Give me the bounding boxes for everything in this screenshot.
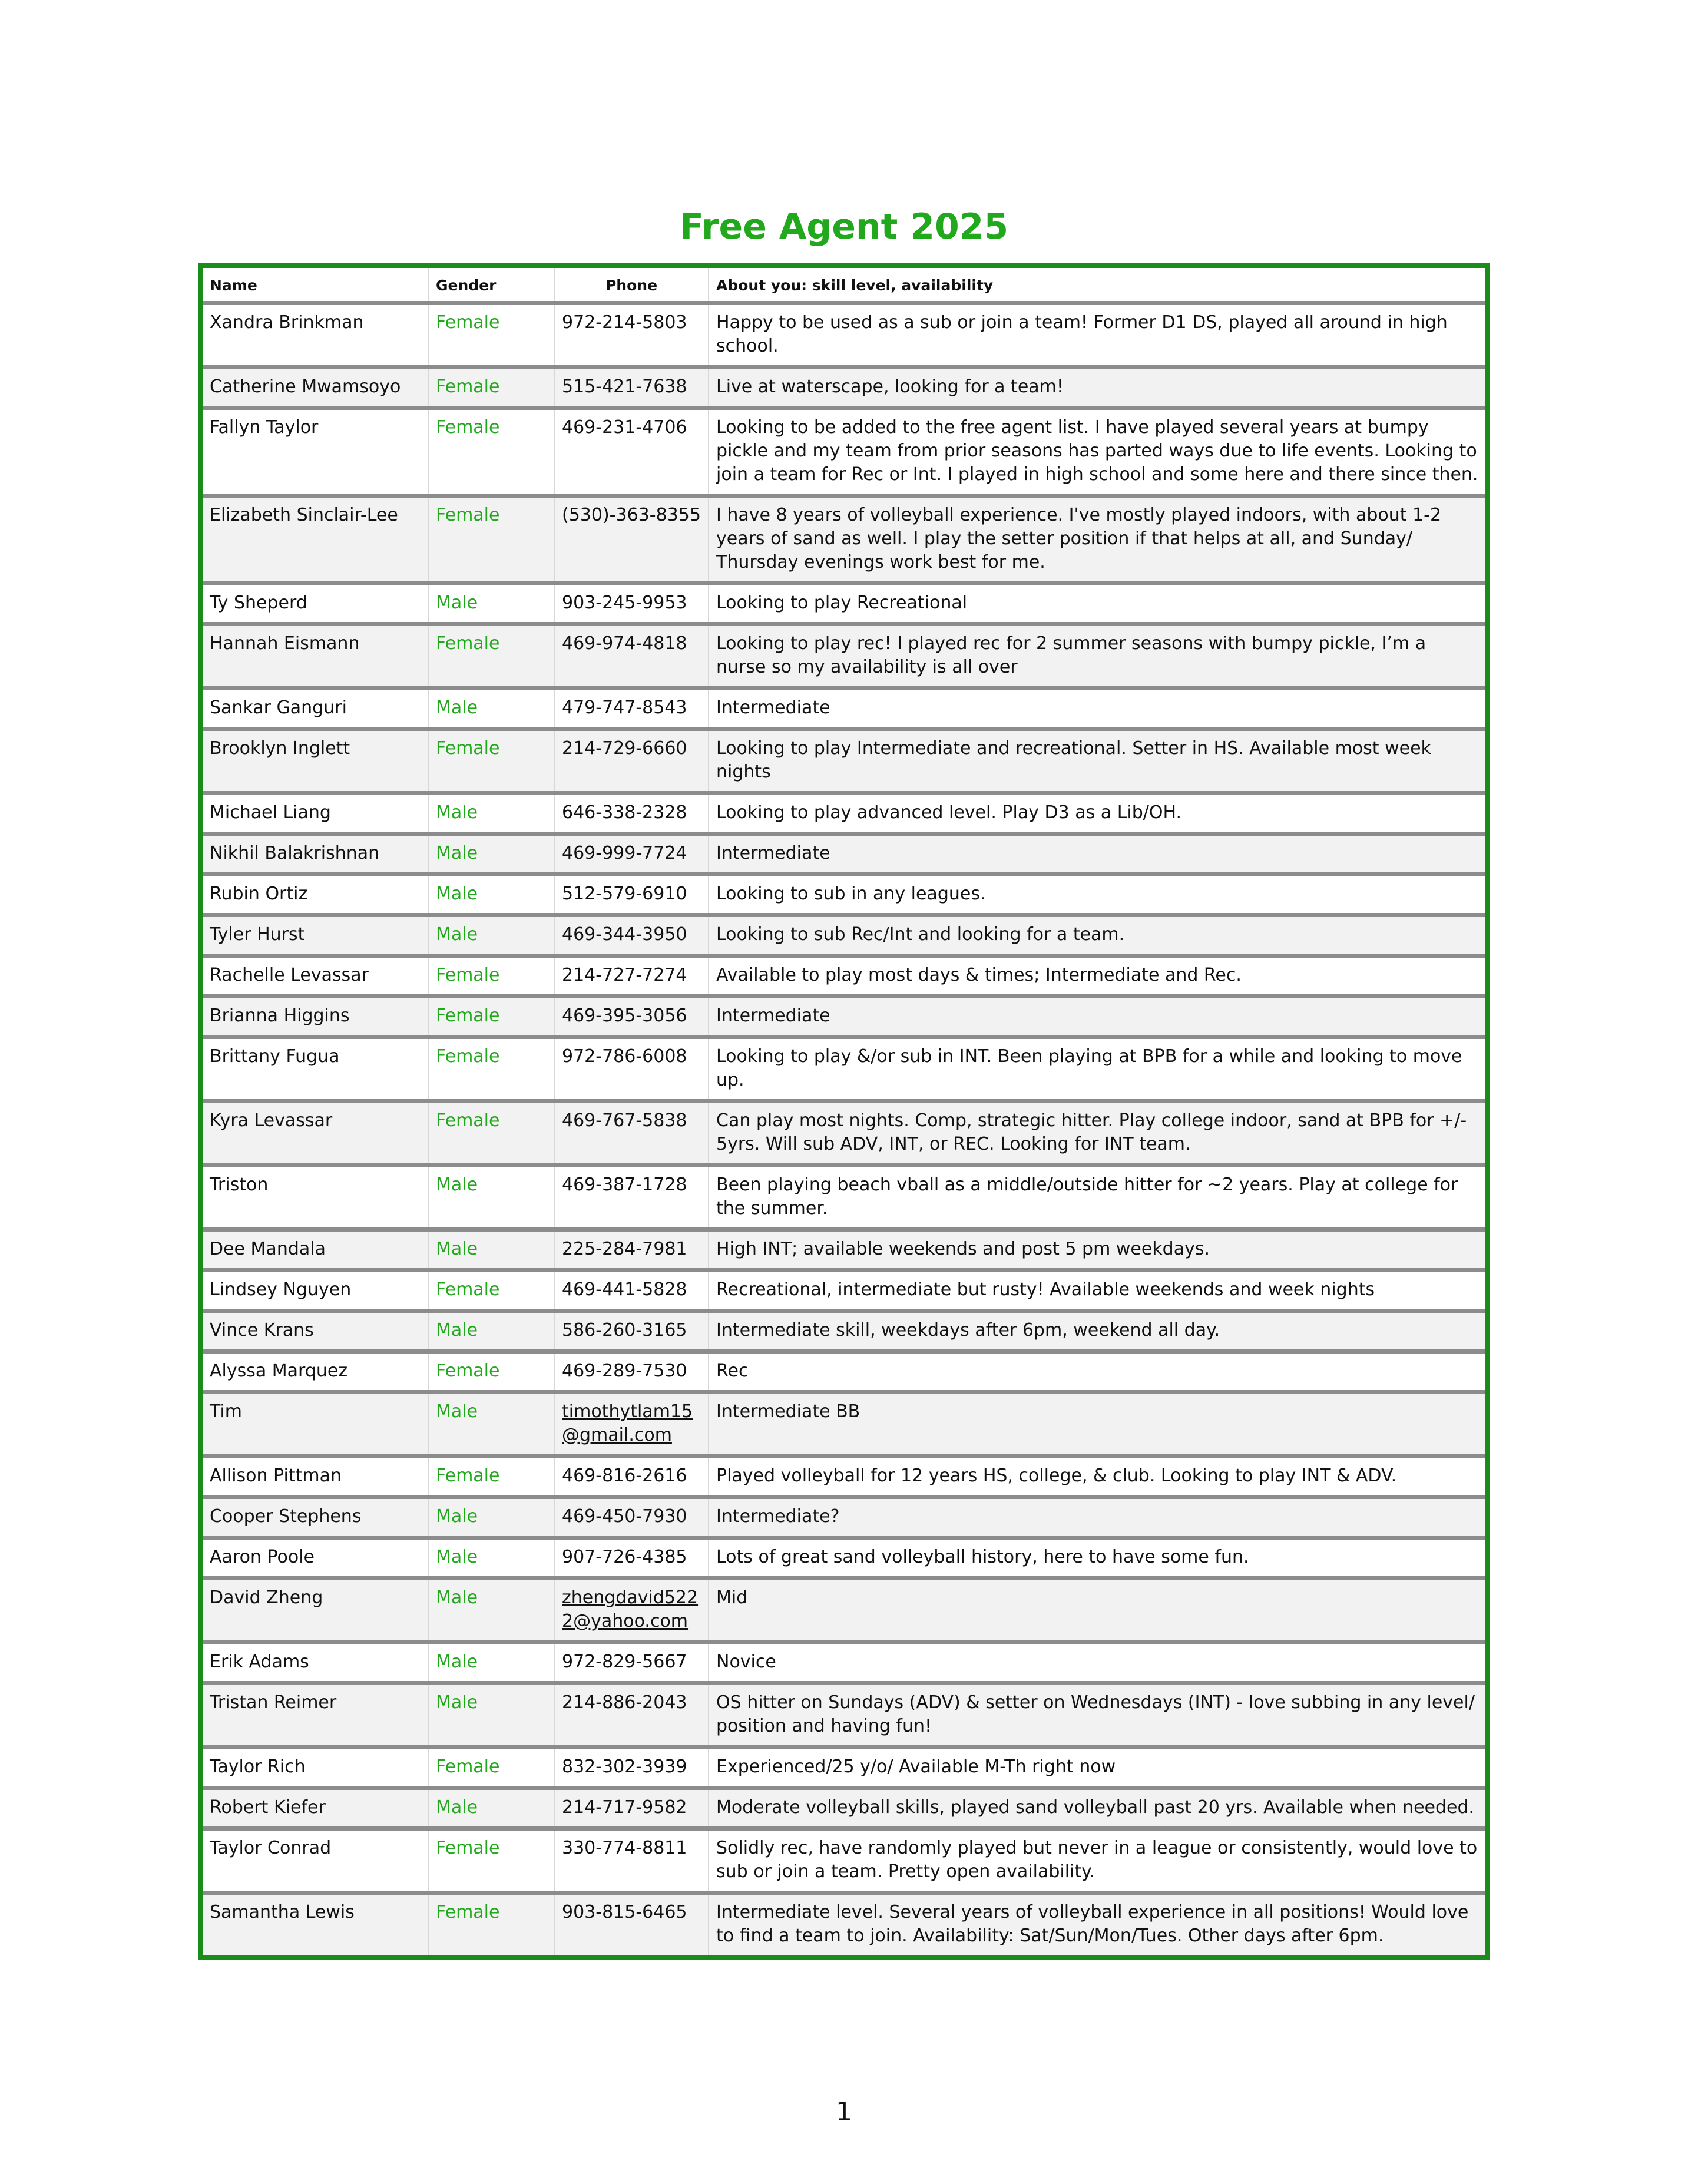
table-row bbox=[203, 917, 1485, 958]
cell-name bbox=[203, 1644, 429, 1681]
cell-name bbox=[203, 1232, 429, 1268]
cell-name-text: Dee Mandala bbox=[210, 1239, 326, 1259]
cell-about bbox=[709, 498, 1485, 581]
cell-gender-text: Male bbox=[436, 1797, 478, 1818]
table-row bbox=[203, 1394, 1485, 1458]
cell-about bbox=[709, 1749, 1485, 1786]
cell-about-text: Intermediate BB bbox=[716, 1401, 860, 1422]
cell-phone bbox=[555, 1831, 709, 1891]
cell-name-text: Brooklyn Inglett bbox=[210, 738, 350, 759]
cell-phone-text: 469-231-4706 bbox=[562, 417, 687, 438]
table-row bbox=[203, 585, 1485, 626]
cell-gender bbox=[429, 731, 555, 791]
cell-name-text: Fallyn Taylor bbox=[210, 417, 319, 438]
cell-about bbox=[709, 1313, 1485, 1349]
cell-about-text: Intermediate level. Several years of volleyball experience in all positions! Would love to find a team to join. Availability: Sat/Sun/Mon/Tues. Other days after 6pm. bbox=[716, 1902, 1469, 1946]
cell-name-text: Kyra Levassar bbox=[210, 1110, 333, 1131]
cell-gender-text: Female bbox=[436, 1279, 500, 1300]
cell-gender bbox=[429, 1895, 555, 1955]
cell-name-text: Vince Krans bbox=[210, 1320, 314, 1341]
cell-about-text: Intermediate bbox=[716, 1005, 830, 1026]
cell-name bbox=[203, 958, 429, 994]
cell-phone-text: 972-214-5803 bbox=[562, 312, 687, 333]
cell-email-link-text[interactable]: zhengdavid522 2@yahoo.com bbox=[562, 1587, 699, 1632]
cell-phone-text: 469-450-7930 bbox=[562, 1506, 687, 1527]
cell-phone bbox=[555, 1354, 709, 1390]
cell-phone-text: 469-974-4818 bbox=[562, 633, 687, 654]
table-row bbox=[203, 795, 1485, 836]
cell-about-text: Intermediate skill, weekdays after 6pm, weekend all day. bbox=[716, 1320, 1220, 1341]
cell-name-text: Tim bbox=[210, 1401, 242, 1422]
cell-about-text: Live at waterscape, looking for a team! bbox=[716, 376, 1064, 397]
cell-name bbox=[203, 626, 429, 686]
cell-phone-text: 469-767-5838 bbox=[562, 1110, 687, 1131]
cell-about bbox=[709, 585, 1485, 622]
cell-about-text: Looking to play Recreational bbox=[716, 593, 968, 613]
table-row bbox=[203, 1039, 1485, 1103]
cell-gender bbox=[429, 1644, 555, 1681]
table-row bbox=[203, 1313, 1485, 1354]
cell-gender bbox=[429, 690, 555, 727]
cell-gender-text: Female bbox=[436, 633, 500, 654]
cell-name bbox=[203, 1540, 429, 1576]
cell-about bbox=[709, 1644, 1485, 1681]
cell-gender bbox=[429, 1790, 555, 1826]
table-header-row bbox=[203, 268, 1485, 305]
cell-phone bbox=[555, 1458, 709, 1495]
table-row bbox=[203, 410, 1485, 498]
cell-about bbox=[709, 1831, 1485, 1891]
header-name: Name bbox=[203, 268, 429, 301]
cell-phone bbox=[555, 1039, 709, 1099]
cell-gender bbox=[429, 1499, 555, 1536]
cell-gender bbox=[429, 305, 555, 365]
cell-about-text: Happy to be used as a sub or join a team! Former D1 DS, played all around in high school. bbox=[716, 312, 1448, 356]
cell-about-text: Experienced/25 y/o/ Available M-Th right now bbox=[716, 1756, 1116, 1777]
cell-name-text: Robert Kiefer bbox=[210, 1797, 326, 1818]
cell-name-text: Samantha Lewis bbox=[210, 1902, 355, 1922]
cell-gender-text: Female bbox=[436, 417, 500, 438]
table-row bbox=[203, 998, 1485, 1039]
cell-gender bbox=[429, 998, 555, 1035]
cell-about bbox=[709, 1540, 1485, 1576]
cell-phone bbox=[555, 1685, 709, 1745]
table-row bbox=[203, 1103, 1485, 1167]
cell-name bbox=[203, 1039, 429, 1099]
cell-about bbox=[709, 836, 1485, 872]
cell-name bbox=[203, 1499, 429, 1536]
cell-phone-text: 469-387-1728 bbox=[562, 1174, 687, 1195]
table-row bbox=[203, 498, 1485, 585]
cell-name bbox=[203, 1790, 429, 1826]
free-agent-table bbox=[198, 263, 1490, 1960]
cell-about bbox=[709, 1685, 1485, 1745]
cell-about bbox=[709, 1167, 1485, 1227]
cell-gender-text: Male bbox=[436, 1547, 478, 1567]
cell-about-text: Solidly rec, have randomly played but never in a league or consistently, would love to sub or join a team. Pretty open availability. bbox=[716, 1838, 1478, 1882]
cell-name-text: Nikhil Balakrishnan bbox=[210, 843, 380, 863]
cell-name bbox=[203, 1313, 429, 1349]
page-number: 1 bbox=[836, 2097, 852, 2127]
cell-name bbox=[203, 1685, 429, 1745]
cell-gender-text: Male bbox=[436, 1239, 478, 1259]
cell-gender-text: Female bbox=[436, 312, 500, 333]
cell-gender bbox=[429, 876, 555, 913]
cell-gender-text: Male bbox=[436, 924, 478, 945]
cell-phone-text: 469-999-7724 bbox=[562, 843, 687, 863]
cell-about-text: High INT; available weekends and post 5 pm weekdays. bbox=[716, 1239, 1210, 1259]
cell-phone bbox=[555, 498, 709, 581]
cell-phone-text: 469-289-7530 bbox=[562, 1361, 687, 1381]
cell-name-text: Triston bbox=[210, 1174, 269, 1195]
cell-phone-text: 646-338-2328 bbox=[562, 802, 687, 823]
cell-name bbox=[203, 1354, 429, 1390]
cell-phone bbox=[555, 1895, 709, 1955]
cell-name-text: Rubin Ortiz bbox=[210, 883, 308, 904]
cell-gender bbox=[429, 1580, 555, 1640]
cell-phone bbox=[555, 585, 709, 622]
cell-about bbox=[709, 410, 1485, 494]
table-row bbox=[203, 1499, 1485, 1540]
cell-name bbox=[203, 1394, 429, 1454]
cell-phone-text: 972-829-5667 bbox=[562, 1652, 687, 1672]
cell-name bbox=[203, 1831, 429, 1891]
cell-phone bbox=[555, 917, 709, 954]
cell-name bbox=[203, 1167, 429, 1227]
cell-name-text: Brittany Fugua bbox=[210, 1046, 340, 1067]
cell-phone bbox=[555, 731, 709, 791]
cell-name-text: Lindsey Nguyen bbox=[210, 1279, 352, 1300]
cell-gender bbox=[429, 917, 555, 954]
cell-about-text: Moderate volleyball skills, played sand volleyball past 20 yrs. Available when needed. bbox=[716, 1797, 1475, 1818]
cell-name bbox=[203, 1272, 429, 1309]
cell-phone bbox=[555, 1232, 709, 1268]
cell-about-text: Intermediate bbox=[716, 843, 830, 863]
cell-about bbox=[709, 1394, 1485, 1454]
cell-phone bbox=[555, 998, 709, 1035]
cell-gender-text: Male bbox=[436, 1401, 478, 1422]
cell-phone bbox=[555, 1313, 709, 1349]
cell-about-text: Looking to be added to the free agent list. I have played several years at bumpy pickle and my team from prior seasons has parted ways due to life events. Looking to join a team for Rec or Int. I played in high school and some here and there since then. bbox=[716, 417, 1478, 485]
cell-gender bbox=[429, 1167, 555, 1227]
cell-gender-text: Female bbox=[436, 376, 500, 397]
cell-email-link[interactable] bbox=[555, 1580, 709, 1640]
cell-gender-text: Female bbox=[436, 1465, 500, 1486]
cell-name-text: Erik Adams bbox=[210, 1652, 309, 1672]
cell-about-text: Looking to sub Rec/Int and looking for a team. bbox=[716, 924, 1125, 945]
cell-email-link[interactable] bbox=[555, 1394, 709, 1454]
cell-phone-text: 907-726-4385 bbox=[562, 1547, 687, 1567]
cell-about-text: Played volleyball for 12 years HS, college, & club. Looking to play INT & ADV. bbox=[716, 1465, 1397, 1486]
cell-name bbox=[203, 795, 429, 832]
table-row bbox=[203, 876, 1485, 917]
cell-name bbox=[203, 498, 429, 581]
table-row bbox=[203, 1895, 1485, 1955]
cell-name bbox=[203, 1103, 429, 1163]
cell-gender bbox=[429, 1749, 555, 1786]
cell-name bbox=[203, 836, 429, 872]
cell-name-text: David Zheng bbox=[210, 1587, 323, 1608]
cell-about bbox=[709, 1790, 1485, 1826]
cell-phone-text: 225-284-7981 bbox=[562, 1239, 687, 1259]
cell-about-text: Looking to play &/or sub in INT. Been playing at BPB for a while and looking to move up. bbox=[716, 1046, 1462, 1090]
cell-gender bbox=[429, 836, 555, 872]
cell-about bbox=[709, 1458, 1485, 1495]
cell-phone bbox=[555, 958, 709, 994]
cell-name-text: Catherine Mwamsoyo bbox=[210, 376, 401, 397]
cell-phone-text: 330-774-8811 bbox=[562, 1838, 687, 1858]
cell-gender-text: Female bbox=[436, 1005, 500, 1026]
cell-phone bbox=[555, 1272, 709, 1309]
cell-phone-text: 469-344-3950 bbox=[562, 924, 687, 945]
cell-phone-text: 903-245-9953 bbox=[562, 593, 687, 613]
cell-about-text: Recreational, intermediate but rusty! Available weekends and week nights bbox=[716, 1279, 1375, 1300]
cell-gender-text: Female bbox=[436, 1838, 500, 1858]
table-row bbox=[203, 1790, 1485, 1831]
table-row bbox=[203, 1831, 1485, 1895]
cell-phone bbox=[555, 1790, 709, 1826]
cell-phone-text: 903-815-6465 bbox=[562, 1902, 687, 1922]
page-title: Free Agent 2025 bbox=[679, 206, 1009, 247]
cell-name bbox=[203, 585, 429, 622]
cell-name bbox=[203, 690, 429, 727]
cell-phone-text: 515-421-7638 bbox=[562, 376, 687, 397]
cell-name bbox=[203, 917, 429, 954]
cell-phone bbox=[555, 369, 709, 406]
header-gender: Gender bbox=[429, 268, 555, 301]
cell-name-text: Brianna Higgins bbox=[210, 1005, 350, 1026]
cell-gender bbox=[429, 1540, 555, 1576]
cell-phone bbox=[555, 1644, 709, 1681]
cell-phone-text: 214-886-2043 bbox=[562, 1692, 687, 1713]
cell-gender-text: Female bbox=[436, 1361, 500, 1381]
cell-phone bbox=[555, 1749, 709, 1786]
cell-name bbox=[203, 998, 429, 1035]
cell-name-text: Hannah Eismann bbox=[210, 633, 360, 654]
cell-about bbox=[709, 1039, 1485, 1099]
cell-gender-text: Male bbox=[436, 1692, 478, 1713]
cell-about bbox=[709, 1499, 1485, 1536]
cell-name-text: Taylor Rich bbox=[210, 1756, 306, 1777]
cell-phone-text: 479-747-8543 bbox=[562, 697, 687, 718]
cell-name bbox=[203, 305, 429, 365]
cell-phone bbox=[555, 1167, 709, 1227]
cell-gender bbox=[429, 498, 555, 581]
cell-gender-text: Male bbox=[436, 1320, 478, 1341]
cell-about bbox=[709, 731, 1485, 791]
cell-phone-text: 469-395-3056 bbox=[562, 1005, 687, 1026]
table-row bbox=[203, 1580, 1485, 1644]
cell-phone-text: 586-260-3165 bbox=[562, 1320, 687, 1341]
cell-phone-text: (530)-363-8355 bbox=[562, 505, 701, 525]
cell-gender-text: Male bbox=[436, 697, 478, 718]
cell-phone-text: 972-786-6008 bbox=[562, 1046, 687, 1067]
cell-name bbox=[203, 731, 429, 791]
cell-email-link-text[interactable]: timothytlam15 @gmail.com bbox=[562, 1401, 693, 1445]
cell-gender bbox=[429, 626, 555, 686]
cell-name-text: Alyssa Marquez bbox=[210, 1361, 348, 1381]
table-row bbox=[203, 836, 1485, 876]
table-row bbox=[203, 1749, 1485, 1790]
table-row bbox=[203, 305, 1485, 369]
cell-phone bbox=[555, 1540, 709, 1576]
cell-gender bbox=[429, 1685, 555, 1745]
cell-gender bbox=[429, 1039, 555, 1099]
cell-gender bbox=[429, 1103, 555, 1163]
cell-about bbox=[709, 1895, 1485, 1955]
cell-gender-text: Male bbox=[436, 802, 478, 823]
table-row bbox=[203, 1232, 1485, 1272]
cell-name bbox=[203, 876, 429, 913]
cell-phone bbox=[555, 795, 709, 832]
cell-name bbox=[203, 1458, 429, 1495]
table-row bbox=[203, 1458, 1485, 1499]
cell-gender-text: Female bbox=[436, 1110, 500, 1131]
cell-about bbox=[709, 690, 1485, 727]
cell-gender-text: Male bbox=[436, 843, 478, 863]
cell-name-text: Taylor Conrad bbox=[210, 1838, 332, 1858]
cell-about bbox=[709, 1103, 1485, 1163]
table-row bbox=[203, 1685, 1485, 1749]
table-row bbox=[203, 1540, 1485, 1580]
cell-name bbox=[203, 1749, 429, 1786]
cell-name-text: Rachelle Levassar bbox=[210, 965, 369, 985]
cell-about-text: Intermediate? bbox=[716, 1506, 840, 1527]
cell-name-text: Elizabeth Sinclair-Lee bbox=[210, 505, 398, 525]
cell-about-text: Novice bbox=[716, 1652, 776, 1672]
cell-about-text: Looking to play advanced level. Play D3 as a Lib/OH. bbox=[716, 802, 1182, 823]
cell-name-text: Allison Pittman bbox=[210, 1465, 342, 1486]
cell-about-text: Lots of great sand volleyball history, here to have some fun. bbox=[716, 1547, 1249, 1567]
cell-name bbox=[203, 1580, 429, 1640]
cell-about bbox=[709, 1580, 1485, 1640]
cell-name-text: Michael Liang bbox=[210, 802, 331, 823]
cell-name-text: Ty Sheperd bbox=[210, 593, 307, 613]
cell-gender-text: Female bbox=[436, 1756, 500, 1777]
cell-gender-text: Male bbox=[436, 1587, 478, 1608]
cell-about bbox=[709, 369, 1485, 406]
table-row bbox=[203, 626, 1485, 690]
cell-gender bbox=[429, 1313, 555, 1349]
table-body bbox=[203, 305, 1485, 1955]
cell-gender-text: Male bbox=[436, 1652, 478, 1672]
cell-gender-text: Male bbox=[436, 593, 478, 613]
cell-about-text: I have 8 years of volleyball experience. I've mostly played indoors, with about 1-2 years of sand as well. I play the setter position if that helps at all, and Sunday/ Thursday evenings work best for me. bbox=[716, 505, 1442, 573]
cell-gender bbox=[429, 795, 555, 832]
cell-about-text: Looking to play rec! I played rec for 2 summer seasons with bumpy pickle, I’m a nurse so my availability is all over bbox=[716, 633, 1426, 677]
cell-phone bbox=[555, 1499, 709, 1536]
cell-name-text: Xandra Brinkman bbox=[210, 312, 364, 333]
cell-phone bbox=[555, 836, 709, 872]
cell-about bbox=[709, 876, 1485, 913]
cell-about-text: Looking to sub in any leagues. bbox=[716, 883, 986, 904]
cell-about bbox=[709, 1272, 1485, 1309]
cell-name bbox=[203, 369, 429, 406]
table-row bbox=[203, 1272, 1485, 1313]
cell-phone-text: 214-727-7274 bbox=[562, 965, 687, 985]
cell-about bbox=[709, 958, 1485, 994]
table-row bbox=[203, 1167, 1485, 1232]
cell-gender bbox=[429, 1394, 555, 1454]
cell-name bbox=[203, 410, 429, 494]
cell-gender bbox=[429, 369, 555, 406]
cell-about-text: Available to play most days & times; Intermediate and Rec. bbox=[716, 965, 1242, 985]
cell-about bbox=[709, 305, 1485, 365]
cell-gender bbox=[429, 1458, 555, 1495]
cell-gender-text: Male bbox=[436, 883, 478, 904]
cell-phone bbox=[555, 305, 709, 365]
table-row bbox=[203, 690, 1485, 731]
cell-gender-text: Female bbox=[436, 505, 500, 525]
cell-gender bbox=[429, 410, 555, 494]
cell-phone bbox=[555, 1103, 709, 1163]
cell-gender bbox=[429, 1232, 555, 1268]
cell-phone-text: 469-441-5828 bbox=[562, 1279, 687, 1300]
cell-phone bbox=[555, 690, 709, 727]
cell-about-text: Mid bbox=[716, 1587, 748, 1608]
cell-name-text: Cooper Stephens bbox=[210, 1506, 362, 1527]
cell-phone bbox=[555, 876, 709, 913]
table-row bbox=[203, 1644, 1485, 1685]
cell-about-text: Can play most nights. Comp, strategic hitter. Play college indoor, sand at BPB for +/- 5yrs. Will sub ADV, INT, or REC. Looking for INT team. bbox=[716, 1110, 1467, 1154]
cell-about-text: OS hitter on Sundays (ADV) & setter on Wednesdays (INT) - love subbing in any level/ position and having fun! bbox=[716, 1692, 1475, 1736]
cell-about bbox=[709, 1354, 1485, 1390]
cell-gender-text: Female bbox=[436, 1902, 500, 1922]
cell-name-text: Aaron Poole bbox=[210, 1547, 315, 1567]
cell-gender bbox=[429, 958, 555, 994]
cell-phone-text: 214-729-6660 bbox=[562, 738, 687, 759]
cell-name-text: Sankar Ganguri bbox=[210, 697, 347, 718]
cell-phone bbox=[555, 410, 709, 494]
cell-about bbox=[709, 1232, 1485, 1268]
cell-gender bbox=[429, 1831, 555, 1891]
cell-about bbox=[709, 795, 1485, 832]
cell-gender-text: Female bbox=[436, 738, 500, 759]
header-phone: Phone bbox=[555, 268, 709, 301]
cell-phone-text: 214-717-9582 bbox=[562, 1797, 687, 1818]
table-row bbox=[203, 369, 1485, 410]
cell-gender-text: Female bbox=[436, 965, 500, 985]
cell-about-text: Looking to play Intermediate and recreational. Setter in HS. Available most week nights bbox=[716, 738, 1431, 782]
table-row bbox=[203, 958, 1485, 998]
cell-gender bbox=[429, 1272, 555, 1309]
cell-phone-text: 469-816-2616 bbox=[562, 1465, 687, 1486]
cell-about bbox=[709, 998, 1485, 1035]
cell-name-text: Tyler Hurst bbox=[210, 924, 305, 945]
cell-about-text: Been playing beach vball as a middle/outside hitter for ~2 years. Play at college for the summer. bbox=[716, 1174, 1458, 1219]
cell-about-text: Intermediate bbox=[716, 697, 830, 718]
cell-gender-text: Male bbox=[436, 1506, 478, 1527]
cell-about-text: Rec bbox=[716, 1361, 749, 1381]
table-row bbox=[203, 731, 1485, 795]
cell-about bbox=[709, 626, 1485, 686]
cell-gender bbox=[429, 1354, 555, 1390]
cell-gender-text: Female bbox=[436, 1046, 500, 1067]
cell-name-text: Tristan Reimer bbox=[210, 1692, 337, 1713]
cell-phone-text: 832-302-3939 bbox=[562, 1756, 687, 1777]
cell-phone-text: 512-579-6910 bbox=[562, 883, 687, 904]
table-row bbox=[203, 1354, 1485, 1394]
cell-gender-text: Male bbox=[436, 1174, 478, 1195]
header-about: About you: skill level, availability bbox=[716, 277, 994, 294]
cell-about bbox=[709, 917, 1485, 954]
cell-name bbox=[203, 1895, 429, 1955]
cell-phone bbox=[555, 626, 709, 686]
cell-gender bbox=[429, 585, 555, 622]
